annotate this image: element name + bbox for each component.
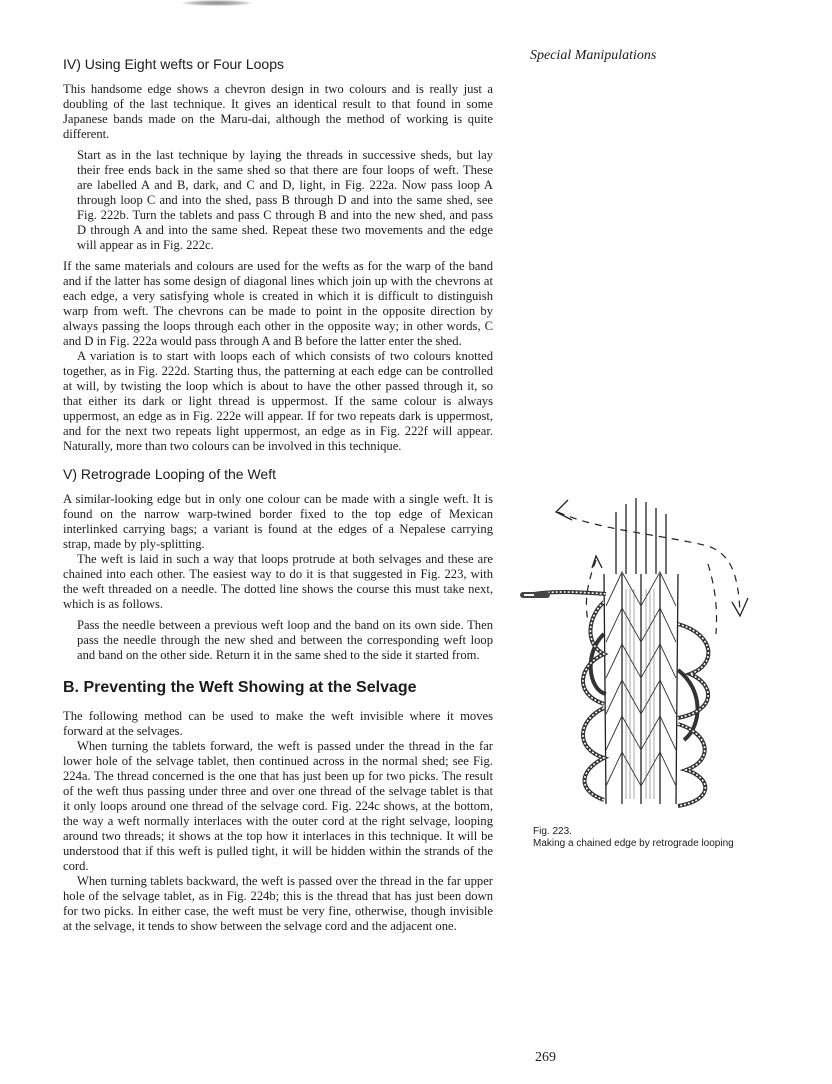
- running-head: Special Manipulations: [530, 48, 657, 63]
- page-number: 269: [535, 1050, 556, 1065]
- figure-caption: Making a chained edge by retrograde looping: [533, 838, 734, 849]
- section-b-paragraph-1: The following method can be used to make the weft invisible where it moves forward at the selvages.: [63, 709, 493, 738]
- section-b-paragraph-2: When turning the tablets forward, the weft is passed under the thread in the far lower hole of the selvage tablet, then continued across in the normal shed; see Fig. 224a. The thread concerned is the one that has just been up for two picks. The result of the weft thus passing under three and over one thread of the selvage tablet is that it only loops around one thread of the selvage cord. Fig. 224c shows, at the bottom, the way a weft normally interlaces with the outer cord at the right selvage, looping around two threads; it shows at the top how it interlaces in this technique. It will be understood that if this weft is pulled tight, it will be hidden within the strands of the cord.: [63, 739, 493, 873]
- figure-caption-block: [533, 826, 753, 850]
- section-iv-heading: IV) Using Eight wefts or Four Loops: [63, 56, 284, 72]
- section-v-paragraph-1: A similar-looking edge but in only one colour can be made with a single weft. It is found on the narrow warp-twined border fixed to the top edge of Mexican interlinked carrying bags; a variant is found at the edges of a Nepalese carrying strap, made by ply-splitting.: [63, 492, 493, 551]
- figure-label: Fig. 223.: [533, 826, 572, 837]
- right-weft-loops: [678, 624, 708, 806]
- section-v-heading: V) Retrograde Looping of the Weft: [63, 466, 276, 482]
- chained-edge-illustration: [518, 494, 768, 818]
- needle: [520, 592, 550, 598]
- section-iv-paragraph-3: If the same materials and colours are used for the wefts as for the warp of the band and if the latter has some design of diagonal lines which join up with the chevrons at each edge, a very satisfying whole is created in which it is difficult to distinguish warp from weft. The chevrons can be made to point in the opposite direction by always passing the loops through each other in the opposite way; in other words, C and D in Fig. 222a would pass through A and B before the latter enter the shed.: [63, 259, 493, 348]
- section-iv-instructions: Start as in the last technique by laying the threads in successive sheds, but lay their free ends back in the same shed so that there are four loops of weft. These are labelled A and B, dark, and C and D, light, in Fig. 222a. Now pass loop A through loop C and into the shed, pass B through D and into the same shed, see Fig. 222b. Turn the tablets and pass C through B and into the new shed, and pass D through A and into the same shed. Repeat these two movements and the edge will appear as in Fig. 222c.: [77, 148, 493, 252]
- section-v-instructions: Pass the needle between a previous weft loop and the band on its own side. Then pass the needle through the new shed and between the corresponding weft loop and band on the other side. Return it in the same shed to the side it started from.: [77, 618, 493, 662]
- section-iv-paragraph-4: A variation is to start with loops each of which consists of two colours knotted together, as in Fig. 222d. Starting thus, the patterning at each edge can be controlled at will, by twisting the loop which is about to have the other passed through it, so that either its dark or light thread is uppermost. If the same colour is always uppermost, an edge as in Fig. 222e will appear. If for two repeats dark is uppermost, and for the next two repeats light uppermost, an edge as in Fig. 222f will appear. Naturally, more than two colours can be involved in this technique.: [63, 349, 493, 453]
- main-text-column: [63, 56, 493, 934]
- section-b-heading: B. Preventing the Weft Showing at the Selvage: [63, 679, 417, 696]
- section-v-paragraph-2: The weft is laid in such a way that loops protrude at both selvages and these are chained into each other. The easiest way to do it is that suggested in Fig. 223, with the weft threaded on a needle. The dotted line shows the course this must take next, which is as follows.: [63, 552, 493, 611]
- dotted-weft-course: [558, 512, 740, 634]
- scan-smudge: [182, 0, 252, 6]
- left-weft-loops: [524, 592, 606, 800]
- section-iv-paragraph-1: This handsome edge shows a chevron design in two colours and is really just a doubling of the last technique. It gives an identical result to that found in some Japanese bands made on the Maru-dai, although the method of working is quite different.: [63, 82, 493, 141]
- section-b-paragraph-3: When turning tablets backward, the weft is passed over the thread in the far upper hole of the selvage tablet, as in Fig. 224b; this is the thread that has just been down for two picks. In either case, the weft must be very fine, otherwise, though invisible at the selvage, it tends to show between the selvage cord and the adjacent one.: [63, 874, 493, 933]
- arrow-heads: [556, 500, 748, 616]
